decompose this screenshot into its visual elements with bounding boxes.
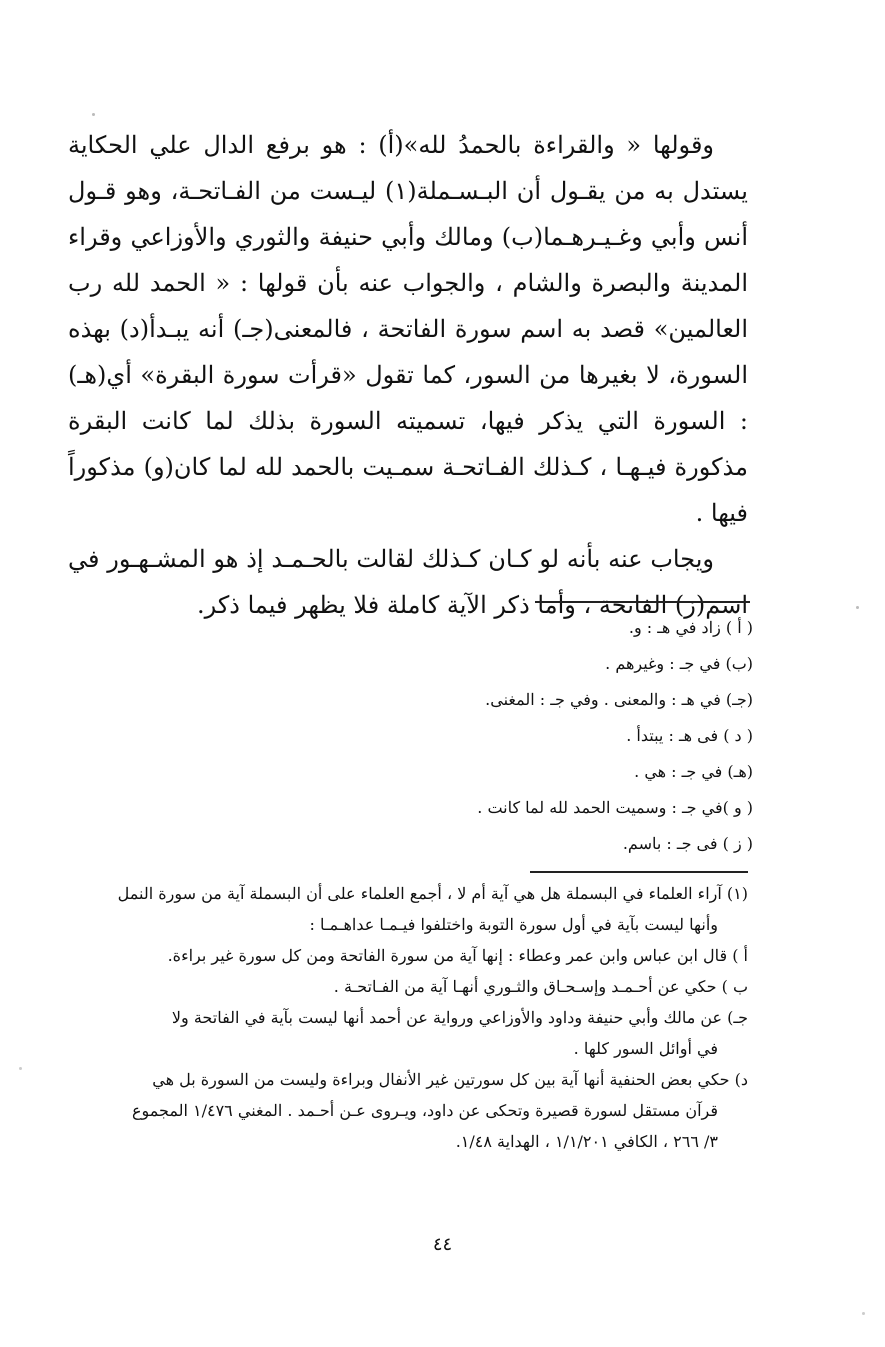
variant-note-f: ( و )في جـ : وسميت الحمد لله لما كانت .	[477, 798, 753, 817]
scan-speck	[92, 113, 95, 116]
footnote-item-c: جـ) عن مالك وأبي حنيفة وداود والأوزاعي ورواية عن أحمد أنها ليست بآية في الفاتحة ولا	[171, 1008, 748, 1027]
commentary-footnotes	[66, 878, 748, 1157]
scan-speck	[862, 1312, 865, 1315]
footnote-1-intro: (١) آراء العلماء في البسملة هل هي آية أم لا ، أجمع العلماء على أن البسملة آية من سورة النمل	[117, 884, 748, 903]
footnote-item-d-cont2: ٣/ ٢٦٦ ، الكافي ١/١/٢٠١ ، الهداية ١/٤٨.	[455, 1132, 718, 1151]
variant-notes-list	[333, 610, 753, 862]
variant-note-g: ( ز ) فى جـ : باسم.	[622, 834, 753, 853]
variant-note-a: ( أ ) زاد في هـ : و.	[628, 618, 753, 637]
body-paragraph-2: ويجاب عنه بأنه لو كـان كـذلك لقالت بالحـمـد إذ هو المشـهـور في اسم(ز) الفاتحة ، وأما ذكر الآية كاملة فلا يظهر فيما ذكر.	[68, 545, 748, 619]
footnote-separator-variants	[535, 601, 750, 603]
scan-speck	[856, 606, 859, 609]
variant-note-c: (جـ) في هـ : والمعنى . وفي جـ : المغنى.	[485, 690, 753, 709]
footnote-item-c-cont: في أوائل السور كلها .	[573, 1039, 718, 1058]
variant-note-b: (ب) في جـ : وغيرهم .	[605, 654, 753, 673]
page-number: ٤٤	[432, 1234, 453, 1255]
main-body-text	[68, 122, 748, 628]
footnote-1-intro-cont: وأنها ليست بآية في أول سورة التوبة واختلفوا فيـمـا عداهـمـا :	[309, 915, 718, 934]
body-paragraph-1: وقولها « والقراءة بالحمدُ لله»(أ) : هو برفع الدال علي الحكاية يستدل به من يقـول أن البـسـملة(١) ليـست من الفـاتحـة، وهو قـول أنس وأبي وغـيـرهـما(ب) ومالك وأبي حنيفة والثوري والأوزاعي وقراء المدينة والبصرة والشام ، والجواب عنه بأن قولها : « الحمد لله رب العالمين» قصد به اسم سورة الفاتحة ، فالمعنى(جـ) أنه يبـدأ(د) بهذه السورة، لا بغيرها من السور، كما تقول «قرأت سورة البقرة» أي(هـ) : السورة التي يذكر فيها، تسميته السورة بذلك لما كانت البقرة مذكورة فيـهـا ، كـذلك الفـاتحـة سمـيت بالحمد لله لما كان(و) مذكوراً فيها .	[68, 131, 749, 527]
footnote-separator-commentary	[530, 871, 748, 873]
footnote-item-a: أ ) قال ابن عباس وابن عمر وعطاء : إنها آية من سورة الفاتحة ومن كل سورة غير براءة.	[167, 946, 748, 965]
variant-note-e: (هـ) في جـ : هي .	[634, 762, 753, 781]
scan-speck	[19, 1067, 22, 1070]
footnote-item-b: ب ) حكي عن أحـمـد وإسـحـاق والثـوري أنهـا آية من الفـاتحـة .	[333, 977, 748, 996]
footnote-item-d-cont: قرآن مستقل لسورة قصيرة وتحكى عن داود، ويـروى عـن أحـمد . المغني ١/٤٧٦ المجموع	[131, 1101, 718, 1120]
variant-note-d: ( د ) فى هـ : يبتدأ .	[626, 726, 753, 745]
footnote-item-d: د) حكي بعض الحنفية أنها آية بين كل سورتين غير الأنفال وبراءة وليست من السورة بل هي	[152, 1070, 748, 1089]
